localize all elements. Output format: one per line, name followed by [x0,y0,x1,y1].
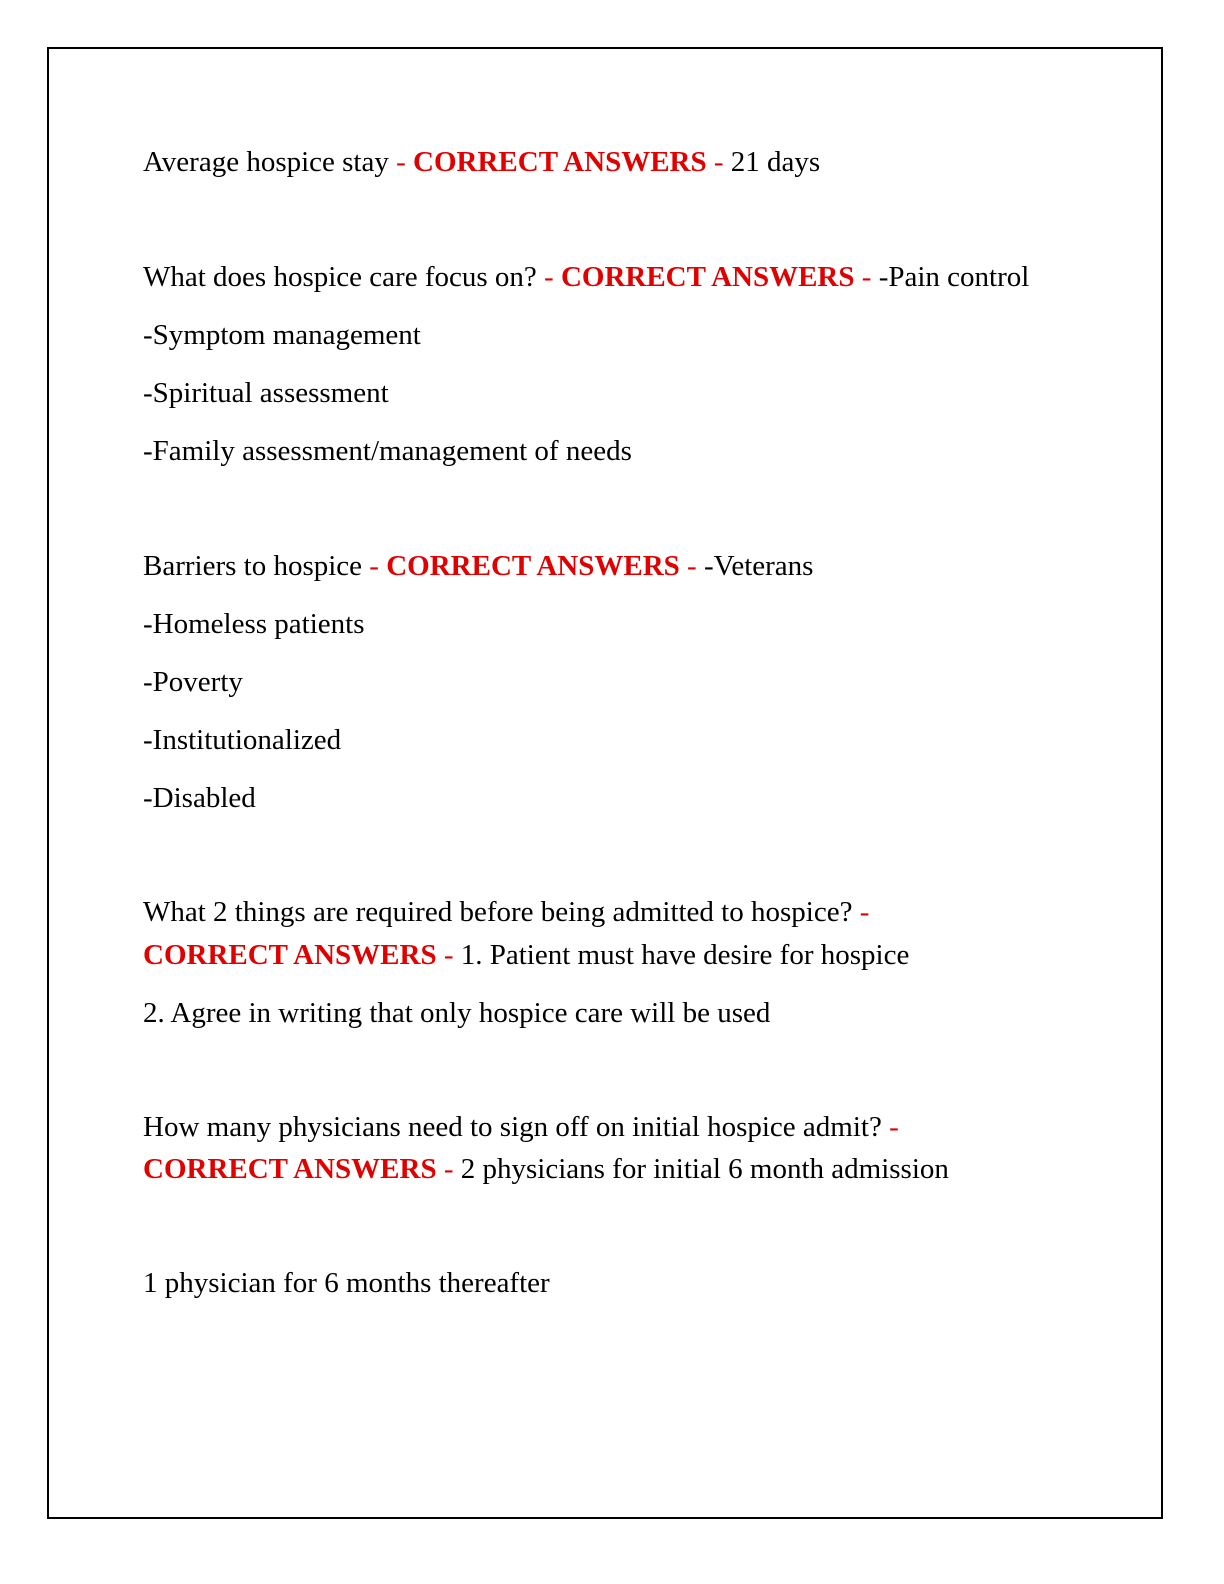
trailing-text: 1 physician for 6 months thereafter [143,1267,550,1299]
answer-line: -Disabled [143,782,256,814]
question-text: What 2 things are required before being admitted to hospice? [143,896,853,928]
qa-item-4 [143,891,1103,1035]
spacer [143,184,1103,255]
qa-item-3 [143,544,1103,820]
correct-answers-tag: CORRECT ANSWERS [143,1153,437,1185]
separator: - [889,1111,899,1143]
answer-line: -Institutionalized [143,724,342,756]
separator: - [859,896,870,928]
spacer [143,820,1103,891]
separator: - [687,550,697,582]
answer-line: -Symptom management [143,319,421,351]
correct-answers-tag: CORRECT ANSWERS [143,939,437,971]
question-text: Barriers to hospice [143,550,363,582]
answer-text: -Veterans [703,550,814,582]
separator: - [396,146,406,178]
qa-first-line [143,140,1103,184]
qa-first-line [143,1106,1103,1190]
document-content [143,140,1103,1305]
qa-first-line [143,255,1103,299]
question-text: What does hospice care focus on? [143,261,537,293]
correct-answers-tag: CORRECT ANSWERS [413,146,707,178]
answer-line: -Poverty [143,666,243,698]
separator: - [713,146,724,178]
qa-item-5 [143,1106,1103,1190]
separator: - [861,261,872,293]
spacer [143,473,1103,544]
answer-line: -Spiritual assessment [143,377,389,409]
qa-first-line [143,544,1103,588]
answer-line: -Homeless patients [143,608,365,640]
question-text: How many physicians need to sign off on initial hospice admit? [143,1111,882,1143]
answer-line: 2. Agree in writing that only hospice care will be used [143,997,771,1029]
answer-text: 2 physicians for initial 6 month admission [460,1153,949,1185]
correct-answers-tag: CORRECT ANSWERS [386,550,680,582]
separator: - [443,939,454,971]
separator: - [544,261,554,293]
separator: - [369,550,379,582]
spacer [143,1190,1103,1261]
separator: - [443,1153,454,1185]
question-text: Average hospice stay [143,146,389,178]
answer-text: 21 days [730,146,821,178]
correct-answers-tag: CORRECT ANSWERS [560,261,855,293]
answer-line: -Family assessment/management of needs [143,435,632,467]
answer-text: 1. Patient must have desire for hospice [460,939,910,971]
spacer [143,1035,1103,1106]
answer-text: -Pain control [878,261,1030,293]
qa-item-2 [143,255,1103,473]
qa-item-1 [143,140,1103,184]
qa-first-line [143,891,1103,977]
